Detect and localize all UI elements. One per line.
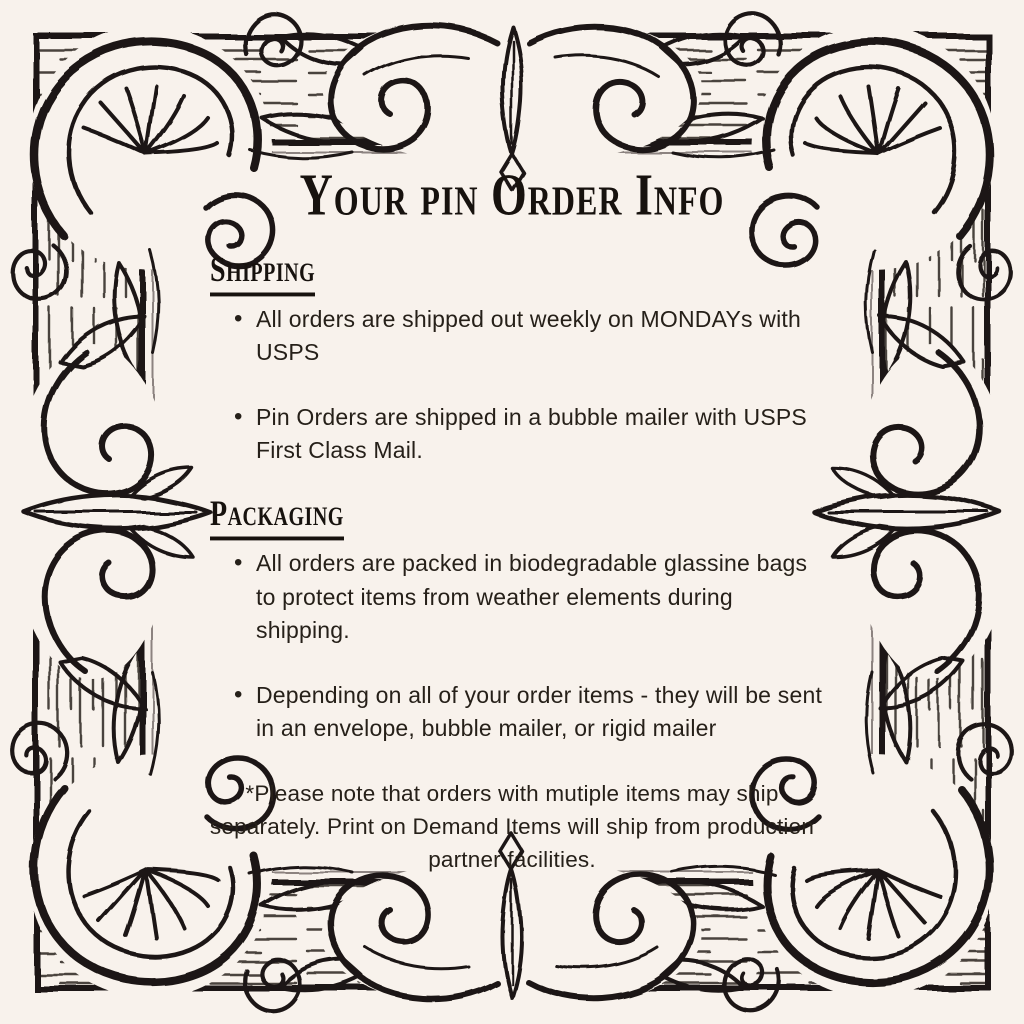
- page-title: Your pin Order Info: [299, 161, 725, 228]
- order-info-panel: [182, 161, 842, 876]
- section-heading: Shipping: [182, 250, 842, 297]
- bullet-item: • Depending on all of your order items - they will be sent in an envelope, bubble mailer, or rigid mailer: [234, 679, 831, 745]
- bullet-item: • All orders are packed in biodegradable glassine bags to protect items from weather elements during shipping.: [234, 547, 831, 646]
- footnote: *Please note that orders with mutiple items may ship separately. Print on Demand Items will ship from production partner facilities.: [209, 780, 815, 873]
- bullet-list: [182, 547, 842, 745]
- section-heading: Packaging: [182, 494, 842, 541]
- bullet-item: • Pin Orders are shipped in a bubble mailer with USPS First Class Mail.: [234, 401, 831, 467]
- bullet-item: • All orders are shipped out weekly on MONDAYs with USPS: [234, 303, 831, 369]
- bullet-list: [182, 303, 842, 467]
- sections-container: [182, 249, 842, 745]
